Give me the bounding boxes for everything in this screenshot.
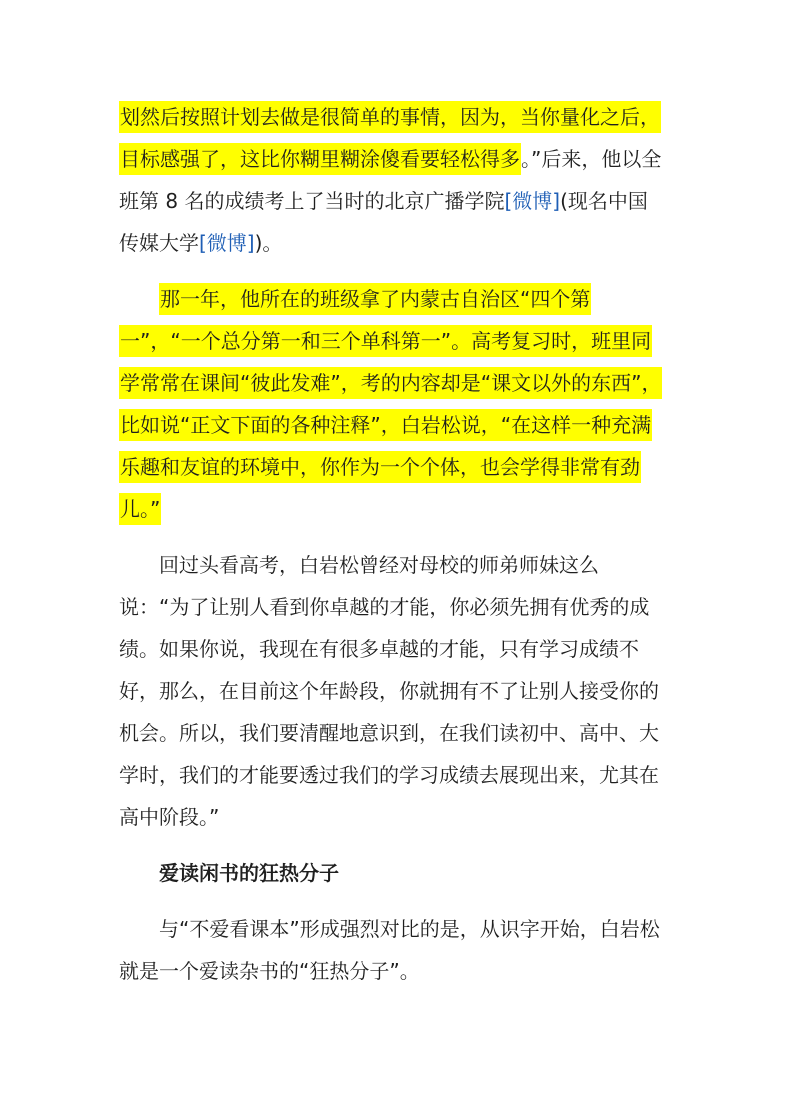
paragraph-text: 。”后来，他以全班第 8 名的成绩考上了当时的北京广播学院 bbox=[119, 147, 662, 213]
paragraph-gap bbox=[119, 838, 664, 852]
paragraph-3: 回过头看高考，白岩松曾经对母校的师弟师妹这么说：“为了让别人看到你卓越的才能，你必须先拥有优秀的成绩。如果你说，我现在有很多卓越的才能，只有学习成绩不好，那么，在目前这个年龄段，你就拥有不了让别人接受你的机会。所以，我们要清醒地意识到，在我们读初中、高中、大学时，我们的才能要透过我们的学习成绩去展现出来，尤其在高中阶段。” bbox=[119, 553, 659, 829]
paragraph-text: )。 bbox=[254, 231, 283, 255]
section-heading: 爱读闲书的狂热分子 bbox=[159, 861, 339, 885]
paragraph-text: (现名中国传媒大学 bbox=[119, 189, 648, 255]
paragraph-2 bbox=[119, 278, 664, 530]
document-page bbox=[119, 96, 664, 992]
highlighted-text: 那一年，他所在的班级拿了内蒙古自治区“四个第一”，“一个总分第一和三个单科第一”。高考复习时，班里同学常常在课间“彼此发难”，考的内容却是“课文以外的东西”，比如说“正文下面的各种注释”，白岩松说，“在这样一种充满乐趣和友谊的环境中，你作为一个个体，也会学得非常有劲儿。” bbox=[119, 283, 662, 525]
weibo-link[interactable]: [微博] bbox=[199, 231, 255, 255]
paragraph-gap bbox=[119, 530, 664, 544]
paragraph-gap bbox=[119, 264, 664, 278]
highlighted-text: 划然后按照计划去做是很简单的事情，因为，当你量化之后，目标感强了，这比你糊里糊涂傻看要轻松得多 bbox=[119, 101, 661, 175]
paragraph-1 bbox=[119, 96, 664, 264]
weibo-link[interactable]: [微博] bbox=[504, 189, 561, 213]
paragraph-4: 与“不爱看课本”形成强烈对比的是，从识字开始，白岩松就是一个爱读杂书的“狂热分子”。 bbox=[119, 917, 660, 983]
paragraph-gap bbox=[119, 894, 664, 908]
